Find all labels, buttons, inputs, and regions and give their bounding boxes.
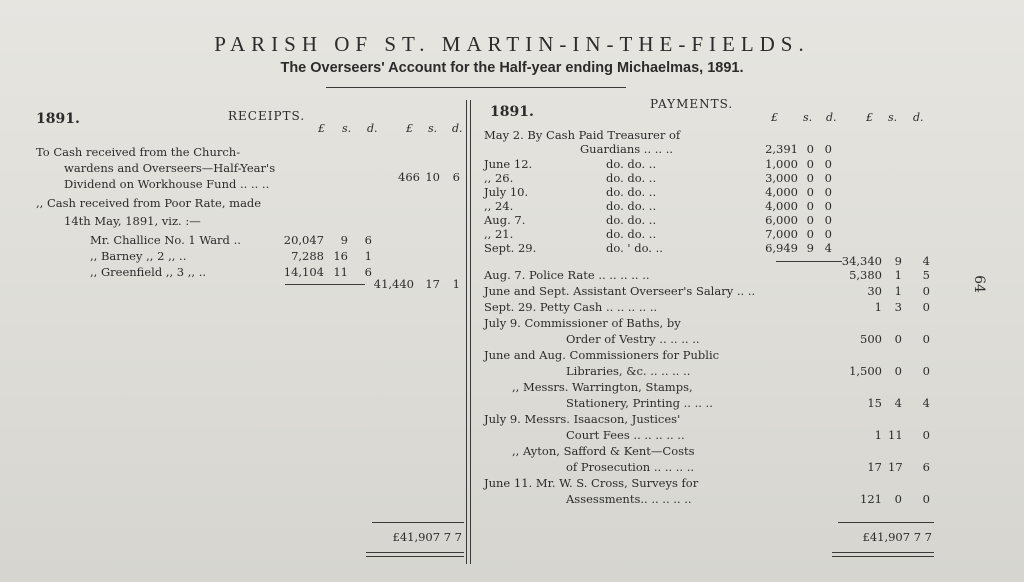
treasurer-shillings: 0 bbox=[806, 142, 814, 156]
payment-pence: 0 bbox=[922, 428, 930, 442]
receipts-line: 14th May, 1891, viz. :— bbox=[64, 214, 201, 228]
ward-pounds: 20,047 bbox=[283, 233, 324, 247]
payment-pence: 0 bbox=[922, 364, 930, 378]
payment-pence: 4 bbox=[922, 396, 930, 410]
treasurer-payee: do. do. .. bbox=[606, 171, 657, 185]
payment-pounds: 30 bbox=[867, 284, 882, 298]
payment-pounds: 17 bbox=[867, 460, 882, 474]
payment-line: Assessments.. .. .. .. .. bbox=[566, 492, 692, 506]
treasurer-shillings: 0 bbox=[806, 213, 814, 227]
treasurer-pence: 0 bbox=[824, 157, 832, 171]
payment-line: of Prosecution .. .. .. .. bbox=[566, 460, 695, 474]
treasurer-payee: do. do. .. bbox=[606, 227, 657, 241]
treasurer-pence: 0 bbox=[824, 199, 832, 213]
payment-line: June and Aug. Commissioners for Public bbox=[484, 348, 720, 362]
treasurer-date: June 12. bbox=[484, 157, 533, 171]
column-divider-2 bbox=[470, 100, 471, 564]
treasurer-pounds: 6,000 bbox=[765, 213, 798, 227]
treasurer-date: July 10. bbox=[484, 185, 529, 199]
treasurer-shillings: 0 bbox=[806, 157, 814, 171]
payments-col-shilling-2: s. bbox=[888, 111, 898, 124]
ward-label: ,, Greenfield ,, 3 ,, .. bbox=[90, 265, 207, 279]
ward-pounds: 7,288 bbox=[291, 249, 324, 263]
payments-total-rule-top bbox=[838, 522, 934, 523]
payment-pounds: 500 bbox=[860, 332, 882, 346]
payment-line: June 11. Mr. W. S. Cross, Surveys for bbox=[484, 476, 699, 490]
treasurer-pounds: 3,000 bbox=[765, 171, 798, 185]
treasurer-pence: 0 bbox=[824, 185, 832, 199]
receipts-heading: RECEIPTS. bbox=[228, 109, 306, 123]
ward-shillings: 16 bbox=[333, 249, 348, 263]
document-title: PARISH OF ST. MARTIN-IN-THE-FIELDS. bbox=[214, 32, 810, 56]
treasurer-payee: do. ' do. .. bbox=[606, 241, 663, 255]
ward-label: Mr. Challice No. 1 Ward .. bbox=[90, 233, 241, 247]
payments-total-rule-bottom-2 bbox=[832, 556, 934, 557]
payments-col-shilling-1: s. bbox=[803, 111, 813, 124]
dividend-pounds: 466 bbox=[398, 170, 420, 184]
treasurer-date: Sept. 29. bbox=[484, 241, 537, 255]
payments-total-rule-bottom-1 bbox=[832, 552, 934, 553]
wards-total-rule bbox=[285, 284, 365, 285]
payment-shillings: 11 bbox=[888, 428, 903, 442]
payment-line: June and Sept. Assistant Overseer's Salary .. .. bbox=[484, 284, 756, 298]
treasurer-date: Aug. 7. bbox=[484, 213, 526, 227]
treasurer-shillings: 0 bbox=[806, 199, 814, 213]
subtitle-rule bbox=[326, 87, 626, 88]
receipts-line: Dividend on Workhouse Fund .. .. .. bbox=[64, 177, 270, 191]
treasurer-payee: do. do. .. bbox=[606, 185, 657, 199]
receipts-col-pound-2: £ bbox=[406, 122, 413, 135]
receipts-grand-total: £41,907 7 7 bbox=[392, 530, 462, 544]
treasurer-shillings: 0 bbox=[806, 185, 814, 199]
payment-line: Order of Vestry .. .. .. .. bbox=[566, 332, 700, 346]
treasurer-pounds: 7,000 bbox=[765, 227, 798, 241]
payment-shillings: 1 bbox=[894, 268, 902, 282]
receipts-col-pence-1: d. bbox=[367, 122, 378, 135]
treasurer-heading: May 2. By Cash Paid Treasurer of bbox=[484, 128, 681, 142]
payment-line: July 9. Commissioner of Baths, by bbox=[484, 316, 681, 330]
payment-line: ,, Ayton, Safford & Kent—Costs bbox=[512, 444, 695, 458]
receipts-line: wardens and Overseers—Half-Year's bbox=[64, 161, 276, 175]
payments-grand-total: £41,907 7 7 bbox=[862, 530, 932, 544]
payment-pence: 0 bbox=[922, 284, 930, 298]
treasurer-date: ,, 24. bbox=[484, 199, 514, 213]
payment-pounds: 5,380 bbox=[849, 268, 882, 282]
treasurer-shillings: 9 bbox=[806, 241, 814, 255]
ward-shillings: 9 bbox=[340, 233, 348, 247]
payments-col-pence-2: d. bbox=[913, 111, 924, 124]
receipts-year: 1891. bbox=[36, 111, 80, 127]
treasurer-pence: 0 bbox=[824, 227, 832, 241]
treasurer-pence: 0 bbox=[824, 142, 832, 156]
treasurer-pounds: 1,000 bbox=[765, 157, 798, 171]
payment-pounds: 1,500 bbox=[849, 364, 882, 378]
payment-pence: 0 bbox=[922, 300, 930, 314]
payments-col-pound-2: £ bbox=[866, 111, 873, 124]
treasurer-payee: do. do. .. bbox=[606, 213, 657, 227]
payment-line: ,, Messrs. Warrington, Stamps, bbox=[512, 380, 693, 394]
wards-total-shillings: 17 bbox=[425, 277, 440, 291]
payment-shillings: 4 bbox=[894, 396, 902, 410]
payment-shillings: 3 bbox=[894, 300, 902, 314]
payments-heading: PAYMENTS. bbox=[650, 97, 734, 111]
treasurer-pence: 4 bbox=[824, 241, 832, 255]
treasurer-pounds: 4,000 bbox=[765, 199, 798, 213]
treasurer-pence: 0 bbox=[824, 171, 832, 185]
treasurer-heading-2: Guardians .. .. .. bbox=[580, 142, 674, 156]
payment-pounds: 121 bbox=[860, 492, 882, 506]
treasurer-total-pence: 4 bbox=[922, 254, 930, 268]
treasurer-shillings: 0 bbox=[806, 171, 814, 185]
payment-shillings: 1 bbox=[894, 284, 902, 298]
treasurer-pence: 0 bbox=[824, 213, 832, 227]
payments-year: 1891. bbox=[490, 104, 534, 120]
payment-line: Sept. 29. Petty Cash .. .. .. .. .. bbox=[484, 300, 658, 314]
payment-line: Aug. 7. Police Rate .. .. .. .. .. bbox=[484, 268, 650, 282]
ward-pounds: 14,104 bbox=[283, 265, 324, 279]
payment-line: Stationery, Printing .. .. .. bbox=[566, 396, 713, 410]
payment-pence: 6 bbox=[922, 460, 930, 474]
payment-line: Court Fees .. .. .. .. .. bbox=[566, 428, 685, 442]
payment-shillings: 0 bbox=[894, 492, 902, 506]
wards-total-pounds: 41,440 bbox=[373, 277, 414, 291]
dividend-pence: 6 bbox=[452, 170, 460, 184]
receipts-total-rule-bottom-2 bbox=[366, 556, 464, 557]
treasurer-pounds: 2,391 bbox=[765, 142, 798, 156]
payment-pence: 0 bbox=[922, 492, 930, 506]
treasurer-shillings: 0 bbox=[806, 227, 814, 241]
treasurer-payee: do. do. .. bbox=[606, 157, 657, 171]
receipts-col-shilling-1: s. bbox=[342, 122, 352, 135]
ward-shillings: 11 bbox=[333, 265, 348, 279]
treasurer-total-shillings: 9 bbox=[894, 254, 902, 268]
receipts-total-rule-bottom-1 bbox=[366, 552, 464, 553]
receipts-col-pound-1: £ bbox=[318, 122, 325, 135]
treasurer-pounds: 4,000 bbox=[765, 185, 798, 199]
treasurer-date: ,, 21. bbox=[484, 227, 514, 241]
payment-shillings: 0 bbox=[894, 364, 902, 378]
wards-total-pence: 1 bbox=[452, 277, 460, 291]
ward-label: ,, Barney ,, 2 ,, .. bbox=[90, 249, 187, 263]
treasurer-total-rule bbox=[776, 261, 842, 262]
receipts-col-pence-2: d. bbox=[452, 122, 463, 135]
payment-pounds: 1 bbox=[874, 428, 882, 442]
payments-col-pound-1: £ bbox=[771, 111, 778, 124]
treasurer-pounds: 6,949 bbox=[765, 241, 798, 255]
receipts-line: To Cash received from the Church- bbox=[36, 145, 241, 159]
treasurer-payee: do. do. .. bbox=[606, 199, 657, 213]
payment-pence: 0 bbox=[922, 332, 930, 346]
ward-pence: 6 bbox=[364, 265, 372, 279]
payments-col-pence-1: d. bbox=[826, 111, 837, 124]
ward-pence: 1 bbox=[364, 249, 372, 263]
payment-shillings: 0 bbox=[894, 332, 902, 346]
payment-line: Libraries, &c. .. .. .. .. bbox=[566, 364, 691, 378]
payment-line: July 9. Messrs. Isaacson, Justices' bbox=[484, 412, 681, 426]
payment-pence: 5 bbox=[922, 268, 930, 282]
receipts-total-rule-top bbox=[372, 522, 464, 523]
payment-shillings: 17 bbox=[888, 460, 903, 474]
dividend-shillings: 10 bbox=[425, 170, 440, 184]
document-subtitle: The Overseers' Account for the Half-year ending Michaelmas, 1891. bbox=[280, 60, 744, 76]
ward-pence: 6 bbox=[364, 233, 372, 247]
receipts-col-shilling-2: s. bbox=[428, 122, 438, 135]
treasurer-date: ,, 26. bbox=[484, 171, 514, 185]
treasurer-total-pounds: 34,340 bbox=[841, 254, 882, 268]
payment-pounds: 1 bbox=[874, 300, 882, 314]
receipts-line: ,, Cash received from Poor Rate, made bbox=[36, 196, 262, 210]
payment-pounds: 15 bbox=[867, 396, 882, 410]
column-divider bbox=[466, 100, 467, 564]
page-number: 64 bbox=[970, 275, 987, 293]
